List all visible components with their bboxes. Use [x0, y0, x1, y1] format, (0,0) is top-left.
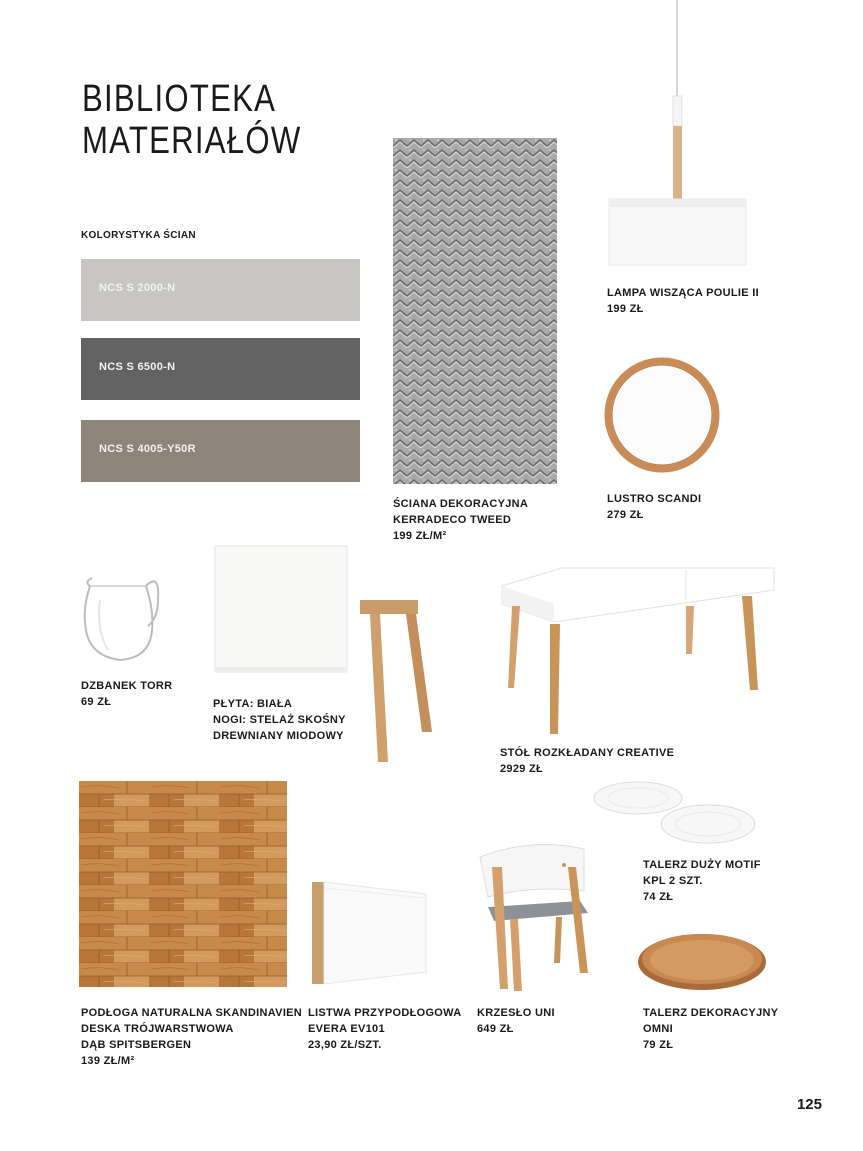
skirting-label — [308, 1005, 461, 1053]
lamp-label — [607, 285, 759, 317]
table-price: 2929 ZŁ — [500, 763, 544, 775]
section-heading: KOLORYSTYKA ŚCIAN — [81, 230, 196, 241]
wallpaper-name: ŚCIANA DEKORACYJNA — [393, 498, 529, 510]
board-legs: NOGI: STELAŻ SKOŚNY — [213, 714, 346, 726]
lamp-name: LAMPA WISZĄCA POULIE II — [607, 287, 759, 299]
jug-name: DZBANEK TORR — [81, 680, 173, 692]
color-swatch-3 — [81, 420, 360, 482]
tray-model: OMNI — [643, 1023, 673, 1035]
floor-type: DESKA TRÓJWARSTWOWA — [81, 1023, 234, 1035]
mirror-image — [604, 352, 720, 478]
title-line-2: MATERIAŁÓW — [82, 120, 302, 162]
skirting-board-image — [310, 878, 430, 988]
tabletop-sample-image — [212, 543, 352, 677]
chair-name: KRZESŁO UNI — [477, 1007, 555, 1019]
floor-label — [81, 1005, 302, 1069]
plates-price: 74 ZŁ — [643, 891, 674, 903]
floor-price: 139 ZŁ/M² — [81, 1055, 135, 1067]
color-swatch-1 — [81, 259, 360, 321]
plates-name: TALERZ DUŻY MOTIF — [643, 859, 761, 871]
page-number: 125 — [796, 1096, 822, 1113]
jug-image — [80, 570, 166, 666]
title-line-1: BIBLIOTEKA — [82, 78, 277, 120]
plates-label — [643, 857, 761, 905]
tray-label — [643, 1005, 778, 1053]
table-image — [486, 526, 780, 748]
mirror-price: 279 ZŁ — [607, 509, 644, 521]
skirting-name: LISTWA PRZYPODŁOGOWA — [308, 1007, 462, 1019]
lamp-price: 199 ZŁ — [607, 303, 644, 315]
color-swatch-2 — [81, 338, 360, 400]
plates-image — [592, 780, 756, 846]
jug-label — [81, 678, 172, 710]
decorative-tray-image — [636, 930, 768, 992]
board-top: PŁYTA: BIAŁA — [213, 698, 293, 710]
table-name: STÓŁ ROZKŁADANY CREATIVE — [500, 747, 675, 759]
table-leg-sample-image — [358, 598, 434, 764]
chair-price: 649 ZŁ — [477, 1023, 514, 1035]
swatch-code-3: NCS S 4005-Y50R — [99, 443, 196, 455]
swatch-code-1: NCS S 2000-N — [99, 282, 176, 294]
chair-image — [472, 843, 594, 993]
wallpaper-sample-image — [393, 138, 557, 484]
floor-name: PODŁOGA NATURALNA SKANDINAVIEN — [81, 1007, 303, 1019]
table-label — [500, 745, 674, 777]
swatch-code-2: NCS S 6500-N — [99, 361, 176, 373]
skirting-model: EVERA EV101 — [308, 1023, 385, 1035]
wallpaper-model: KERRADECO TWEED — [393, 514, 512, 526]
skirting-price: 23,90 ZŁ/SZT. — [308, 1039, 382, 1051]
floor-wood: DĄB SPITSBERGEN — [81, 1039, 192, 1051]
tray-name: TALERZ DEKORACYJNY — [643, 1007, 779, 1019]
plates-set: KPL 2 SZT. — [643, 875, 703, 887]
lamp-image — [606, 0, 751, 270]
chair-label — [477, 1005, 555, 1037]
tray-price: 79 ZŁ — [643, 1039, 674, 1051]
floor-sample-image — [79, 781, 287, 987]
board-legs-finish: DREWNIANY MIODOWY — [213, 730, 344, 742]
page-title — [82, 78, 301, 162]
mirror-name: LUSTRO SCANDI — [607, 493, 702, 505]
wallpaper-price: 199 ZŁ/M² — [393, 530, 447, 542]
mirror-label — [607, 491, 701, 523]
board-label — [213, 696, 346, 744]
jug-price: 69 ZŁ — [81, 696, 112, 708]
